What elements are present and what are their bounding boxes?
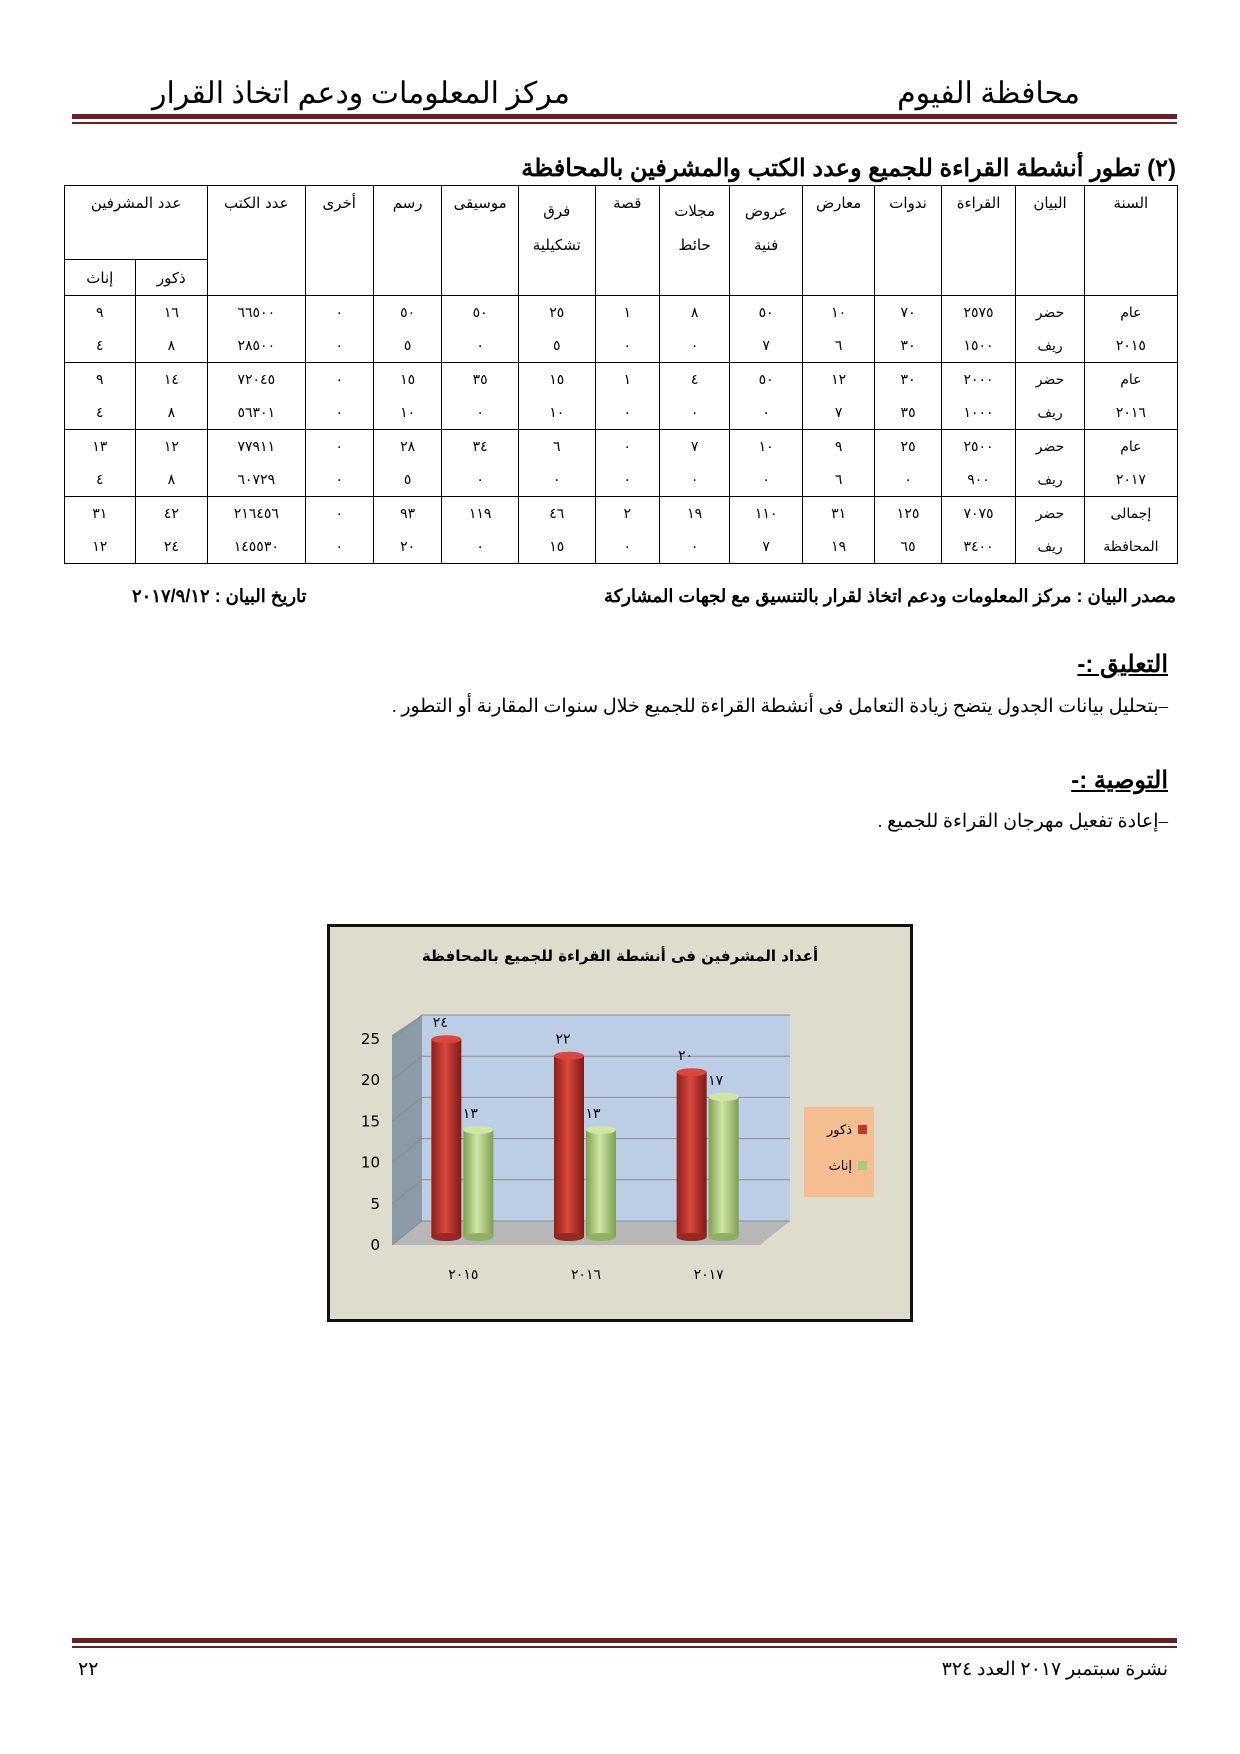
cell-females: ٤ bbox=[65, 396, 136, 430]
col-troupes: فرق تشكيلية bbox=[518, 186, 595, 296]
col-art-shows: عروض فنية bbox=[730, 186, 803, 296]
cell-other: ٠ bbox=[305, 530, 373, 564]
cell-reading: ١٥٠٠ bbox=[941, 329, 1016, 363]
cell-type: حضر bbox=[1016, 497, 1084, 531]
cell-music: ٥٠ bbox=[442, 296, 519, 330]
cell-troupes: ٠ bbox=[518, 463, 595, 497]
cell-year: ٢٠١٦ bbox=[1084, 396, 1177, 430]
cell-females: ٤ bbox=[65, 463, 136, 497]
cell-music: ٠ bbox=[442, 463, 519, 497]
cell-reading: ٢٥٠٠ bbox=[941, 430, 1016, 464]
chart-bar bbox=[709, 1093, 739, 1241]
cell-seminars: ١٢٥ bbox=[875, 497, 941, 531]
cell-females: ١٣ bbox=[65, 430, 136, 464]
recommendation-heading: التوصية :- bbox=[1071, 767, 1168, 794]
cell-art-shows: ٥٠ bbox=[730, 296, 803, 330]
cell-females: ١٢ bbox=[65, 530, 136, 564]
chart-ytick: 0 bbox=[370, 1236, 380, 1254]
cell-wall-mag: ٠ bbox=[659, 329, 729, 363]
legend-males-swatch bbox=[858, 1125, 867, 1134]
cell-troupes: ١٥ bbox=[518, 530, 595, 564]
cell-exhibitions: ١٠ bbox=[802, 296, 875, 330]
table-row bbox=[65, 430, 1178, 464]
chart-title: أعداد المشرفين فى أنشطة القراءة للجميع بالمحافظة bbox=[421, 947, 819, 965]
chart-bar-body bbox=[554, 1056, 584, 1237]
col-females: إناث bbox=[65, 260, 136, 296]
chart-bar-base bbox=[463, 1233, 493, 1241]
cell-wall-mag: ١٩ bbox=[659, 497, 729, 531]
cell-music: ٠ bbox=[442, 530, 519, 564]
supervisors-chart bbox=[327, 924, 913, 1322]
cell-wall-mag: ٠ bbox=[659, 463, 729, 497]
cell-exhibitions: ١٢ bbox=[802, 363, 875, 397]
cell-music: ٣٥ bbox=[442, 363, 519, 397]
cell-other: ٠ bbox=[305, 463, 373, 497]
cell-reading: ٧٠٧٥ bbox=[941, 497, 1016, 531]
cell-reading: ٣٤٠٠ bbox=[941, 530, 1016, 564]
cell-books: ٦٦٥٠٠ bbox=[208, 296, 305, 330]
chart-bar-body bbox=[709, 1097, 739, 1237]
chart-ytick: 20 bbox=[360, 1071, 380, 1090]
table-row bbox=[65, 396, 1178, 430]
cell-reading: ٢٠٠٠ bbox=[941, 363, 1016, 397]
chart-bar-body bbox=[677, 1072, 707, 1237]
data-source: مصدر البيان : مركز المعلومات ودعم اتخاذ لقرار بالتنسيق مع لجهات المشاركة bbox=[604, 586, 1176, 606]
chart-bar-top bbox=[554, 1052, 584, 1060]
chart-bar bbox=[586, 1126, 616, 1241]
cell-seminars: ٣٠ bbox=[875, 329, 941, 363]
cell-books: ٧٢٠٤٥ bbox=[208, 363, 305, 397]
cell-music: ٣٤ bbox=[442, 430, 519, 464]
cell-males: ١٤ bbox=[135, 363, 208, 397]
col-other: أخرى bbox=[305, 186, 373, 296]
page-number: ٢٢ bbox=[78, 1659, 99, 1680]
cell-troupes: ٤٦ bbox=[518, 497, 595, 531]
col-males: ذكور bbox=[135, 260, 208, 296]
table-row bbox=[65, 363, 1178, 397]
chart-bar-base bbox=[554, 1233, 584, 1241]
cell-exhibitions: ٦ bbox=[802, 329, 875, 363]
chart-bar-body bbox=[463, 1130, 493, 1237]
chart-legend bbox=[804, 1107, 874, 1197]
chart-side-wall bbox=[392, 1015, 422, 1245]
recommendation-text: –إعادة تفعيل مهرجان القراءة للجميع . bbox=[877, 811, 1168, 832]
reading-activities-table bbox=[64, 185, 1178, 564]
cell-exhibitions: ١٩ bbox=[802, 530, 875, 564]
cell-type: ريف bbox=[1016, 329, 1084, 363]
cell-other: ٠ bbox=[305, 396, 373, 430]
table-row bbox=[65, 530, 1178, 564]
cell-art-shows: ٧ bbox=[730, 530, 803, 564]
table-title: (٢) تطور أنشطة القراءة للجميع وعدد الكتب والمشرفين بالمحافظة bbox=[521, 155, 1176, 182]
cell-story: ٠ bbox=[595, 463, 659, 497]
chart-data-label: ١٧ bbox=[708, 1072, 724, 1089]
chart-ytick: 10 bbox=[360, 1153, 380, 1172]
chart-bar-base bbox=[431, 1233, 461, 1241]
cell-other: ٠ bbox=[305, 296, 373, 330]
cell-type: حضر bbox=[1016, 430, 1084, 464]
header-rule-thin bbox=[72, 122, 1177, 124]
cell-exhibitions: ٣١ bbox=[802, 497, 875, 531]
cell-males: ٤٢ bbox=[135, 497, 208, 531]
cell-art-shows: ٧ bbox=[730, 329, 803, 363]
header-center-name: مركز المعلومات ودعم اتخاذ القرار bbox=[152, 77, 570, 110]
cell-story: ٢ bbox=[595, 497, 659, 531]
cell-drawing: ٥ bbox=[373, 463, 441, 497]
cell-music: ٠ bbox=[442, 329, 519, 363]
cell-females: ٩ bbox=[65, 363, 136, 397]
chart-xtick: ٢٠١٥ bbox=[448, 1267, 479, 1283]
chart-bar bbox=[677, 1068, 707, 1241]
cell-type: حضر bbox=[1016, 296, 1084, 330]
table-row bbox=[65, 329, 1178, 363]
footer-rule-thin bbox=[72, 1646, 1177, 1648]
cell-story: ٠ bbox=[595, 530, 659, 564]
cell-drawing: ٢٨ bbox=[373, 430, 441, 464]
cell-seminars: ٠ bbox=[875, 463, 941, 497]
chart-data-label: ٢٠ bbox=[678, 1048, 694, 1065]
col-story: قصة bbox=[595, 186, 659, 296]
cell-seminars: ٢٥ bbox=[875, 430, 941, 464]
cell-art-shows: ٠ bbox=[730, 463, 803, 497]
chart-data-label: ٢٢ bbox=[555, 1031, 571, 1048]
cell-drawing: ٩٣ bbox=[373, 497, 441, 531]
cell-year: المحافظة bbox=[1084, 530, 1177, 564]
cell-other: ٠ bbox=[305, 329, 373, 363]
cell-type: ريف bbox=[1016, 463, 1084, 497]
cell-books: ٢٨٥٠٠ bbox=[208, 329, 305, 363]
cell-art-shows: ١١٠ bbox=[730, 497, 803, 531]
cell-wall-mag: ٨ bbox=[659, 296, 729, 330]
cell-females: ٤ bbox=[65, 329, 136, 363]
chart-bar-base bbox=[586, 1233, 616, 1241]
cell-wall-mag: ٠ bbox=[659, 530, 729, 564]
col-books: عدد الكتب bbox=[208, 186, 305, 296]
cell-males: ٨ bbox=[135, 396, 208, 430]
chart-xtick: ٢٠١٧ bbox=[693, 1267, 724, 1283]
col-reading: القراءة bbox=[941, 186, 1016, 296]
cell-wall-mag: ٤ bbox=[659, 363, 729, 397]
data-date: تاريخ البيان : ٢٠١٧/٩/١٢ bbox=[132, 586, 307, 606]
chart-data-label: ١٣ bbox=[585, 1105, 601, 1122]
chart-data-label: ٢٤ bbox=[432, 1015, 448, 1032]
chart-bar-body bbox=[586, 1130, 616, 1237]
chart-bar-body bbox=[431, 1039, 461, 1237]
chart-bar-top bbox=[709, 1093, 739, 1101]
cell-troupes: ٢٥ bbox=[518, 296, 595, 330]
col-supervisors: عدد المشرفين bbox=[65, 186, 208, 260]
chart-ytick: 5 bbox=[370, 1194, 380, 1213]
cell-drawing: ٢٠ bbox=[373, 530, 441, 564]
cell-story: ٠ bbox=[595, 329, 659, 363]
cell-exhibitions: ٩ bbox=[802, 430, 875, 464]
legend-males-label: ذكور bbox=[827, 1123, 852, 1138]
cell-wall-mag: ٧ bbox=[659, 430, 729, 464]
cell-seminars: ٣٥ bbox=[875, 396, 941, 430]
col-statement: البيان bbox=[1016, 186, 1084, 296]
cell-reading: ٢٥٧٥ bbox=[941, 296, 1016, 330]
cell-art-shows: ١٠ bbox=[730, 430, 803, 464]
cell-books: ٦٠٧٢٩ bbox=[208, 463, 305, 497]
col-wall-magazines: مجلات حائط bbox=[659, 186, 729, 296]
cell-music: ٠ bbox=[442, 396, 519, 430]
chart-bar-top bbox=[586, 1126, 616, 1134]
cell-wall-mag: ٠ bbox=[659, 396, 729, 430]
cell-story: ١ bbox=[595, 363, 659, 397]
cell-other: ٠ bbox=[305, 497, 373, 531]
col-seminars: ندوات bbox=[875, 186, 941, 296]
cell-females: ٩ bbox=[65, 296, 136, 330]
cell-females: ٣١ bbox=[65, 497, 136, 531]
issue-label: نشرة سبتمبر ٢٠١٧ العدد ٣٢٤ bbox=[941, 1659, 1168, 1680]
chart-ytick: 15 bbox=[360, 1112, 380, 1131]
cell-troupes: ١٠ bbox=[518, 396, 595, 430]
cell-year: إجمالى bbox=[1084, 497, 1177, 531]
legend-females-label: إناث bbox=[828, 1159, 852, 1174]
chart-bar-base bbox=[709, 1233, 739, 1241]
col-music: موسيقى bbox=[442, 186, 519, 296]
chart-bar-top bbox=[431, 1035, 461, 1043]
cell-exhibitions: ٧ bbox=[802, 396, 875, 430]
header-governorate: محافظة الفيوم bbox=[897, 77, 1080, 110]
cell-drawing: ٥٠ bbox=[373, 296, 441, 330]
cell-drawing: ١٥ bbox=[373, 363, 441, 397]
cell-books: ١٤٥٥٣٠ bbox=[208, 530, 305, 564]
cell-males: ٢٤ bbox=[135, 530, 208, 564]
cell-story: ٠ bbox=[595, 396, 659, 430]
table-row bbox=[65, 463, 1178, 497]
chart-bar bbox=[554, 1052, 584, 1241]
cell-type: ريف bbox=[1016, 396, 1084, 430]
chart-ytick: 25 bbox=[360, 1030, 380, 1048]
cell-art-shows: ٥٠ bbox=[730, 363, 803, 397]
chart-data-label: ١٣ bbox=[462, 1105, 478, 1122]
cell-males: ١٦ bbox=[135, 296, 208, 330]
header-rule bbox=[72, 114, 1177, 119]
chart-xtick: ٢٠١٦ bbox=[570, 1267, 602, 1283]
col-drawing: رسم bbox=[373, 186, 441, 296]
table-header-row bbox=[65, 186, 1178, 260]
chart-bar bbox=[431, 1035, 461, 1241]
cell-type: ريف bbox=[1016, 530, 1084, 564]
chart-bar-top bbox=[677, 1068, 707, 1076]
cell-reading: ١٠٠٠ bbox=[941, 396, 1016, 430]
cell-type: حضر bbox=[1016, 363, 1084, 397]
cell-troupes: ٥ bbox=[518, 329, 595, 363]
cell-other: ٠ bbox=[305, 430, 373, 464]
cell-males: ٨ bbox=[135, 329, 208, 363]
cell-year: عام bbox=[1084, 363, 1177, 397]
chart-svg bbox=[330, 927, 910, 1319]
cell-music: ١١٩ bbox=[442, 497, 519, 531]
cell-exhibitions: ٦ bbox=[802, 463, 875, 497]
chart-bar-base bbox=[677, 1233, 707, 1241]
chart-bar-top bbox=[463, 1126, 493, 1134]
cell-year: ٢٠١٥ bbox=[1084, 329, 1177, 363]
cell-males: ١٢ bbox=[135, 430, 208, 464]
cell-reading: ٩٠٠ bbox=[941, 463, 1016, 497]
cell-seminars: ٦٥ bbox=[875, 530, 941, 564]
cell-other: ٠ bbox=[305, 363, 373, 397]
cell-books: ٢١٦٤٥٦ bbox=[208, 497, 305, 531]
footer-rule bbox=[72, 1638, 1177, 1643]
cell-year: عام bbox=[1084, 296, 1177, 330]
cell-drawing: ١٠ bbox=[373, 396, 441, 430]
cell-art-shows: ٠ bbox=[730, 396, 803, 430]
comment-text: –بتحليل بيانات الجدول يتضح زيادة التعامل فى أنشطة القراءة للجميع خلال سنوات المقارنة أو التطور . bbox=[391, 696, 1168, 717]
col-exhibitions: معارض bbox=[802, 186, 875, 296]
cell-seminars: ٧٠ bbox=[875, 296, 941, 330]
comment-heading: التعليق :- bbox=[1077, 651, 1168, 678]
legend-females-swatch bbox=[858, 1161, 867, 1170]
cell-books: ٧٧٩١١ bbox=[208, 430, 305, 464]
cell-story: ٠ bbox=[595, 430, 659, 464]
table-row bbox=[65, 296, 1178, 330]
cell-troupes: ١٥ bbox=[518, 363, 595, 397]
cell-drawing: ٥ bbox=[373, 329, 441, 363]
col-year: السنة bbox=[1084, 186, 1177, 296]
cell-year: عام bbox=[1084, 430, 1177, 464]
cell-males: ٨ bbox=[135, 463, 208, 497]
chart-bar bbox=[463, 1126, 493, 1241]
table-row bbox=[65, 497, 1178, 531]
cell-story: ١ bbox=[595, 296, 659, 330]
cell-troupes: ٦ bbox=[518, 430, 595, 464]
cell-books: ٥٦٣٠١ bbox=[208, 396, 305, 430]
cell-year: ٢٠١٧ bbox=[1084, 463, 1177, 497]
cell-seminars: ٣٠ bbox=[875, 363, 941, 397]
